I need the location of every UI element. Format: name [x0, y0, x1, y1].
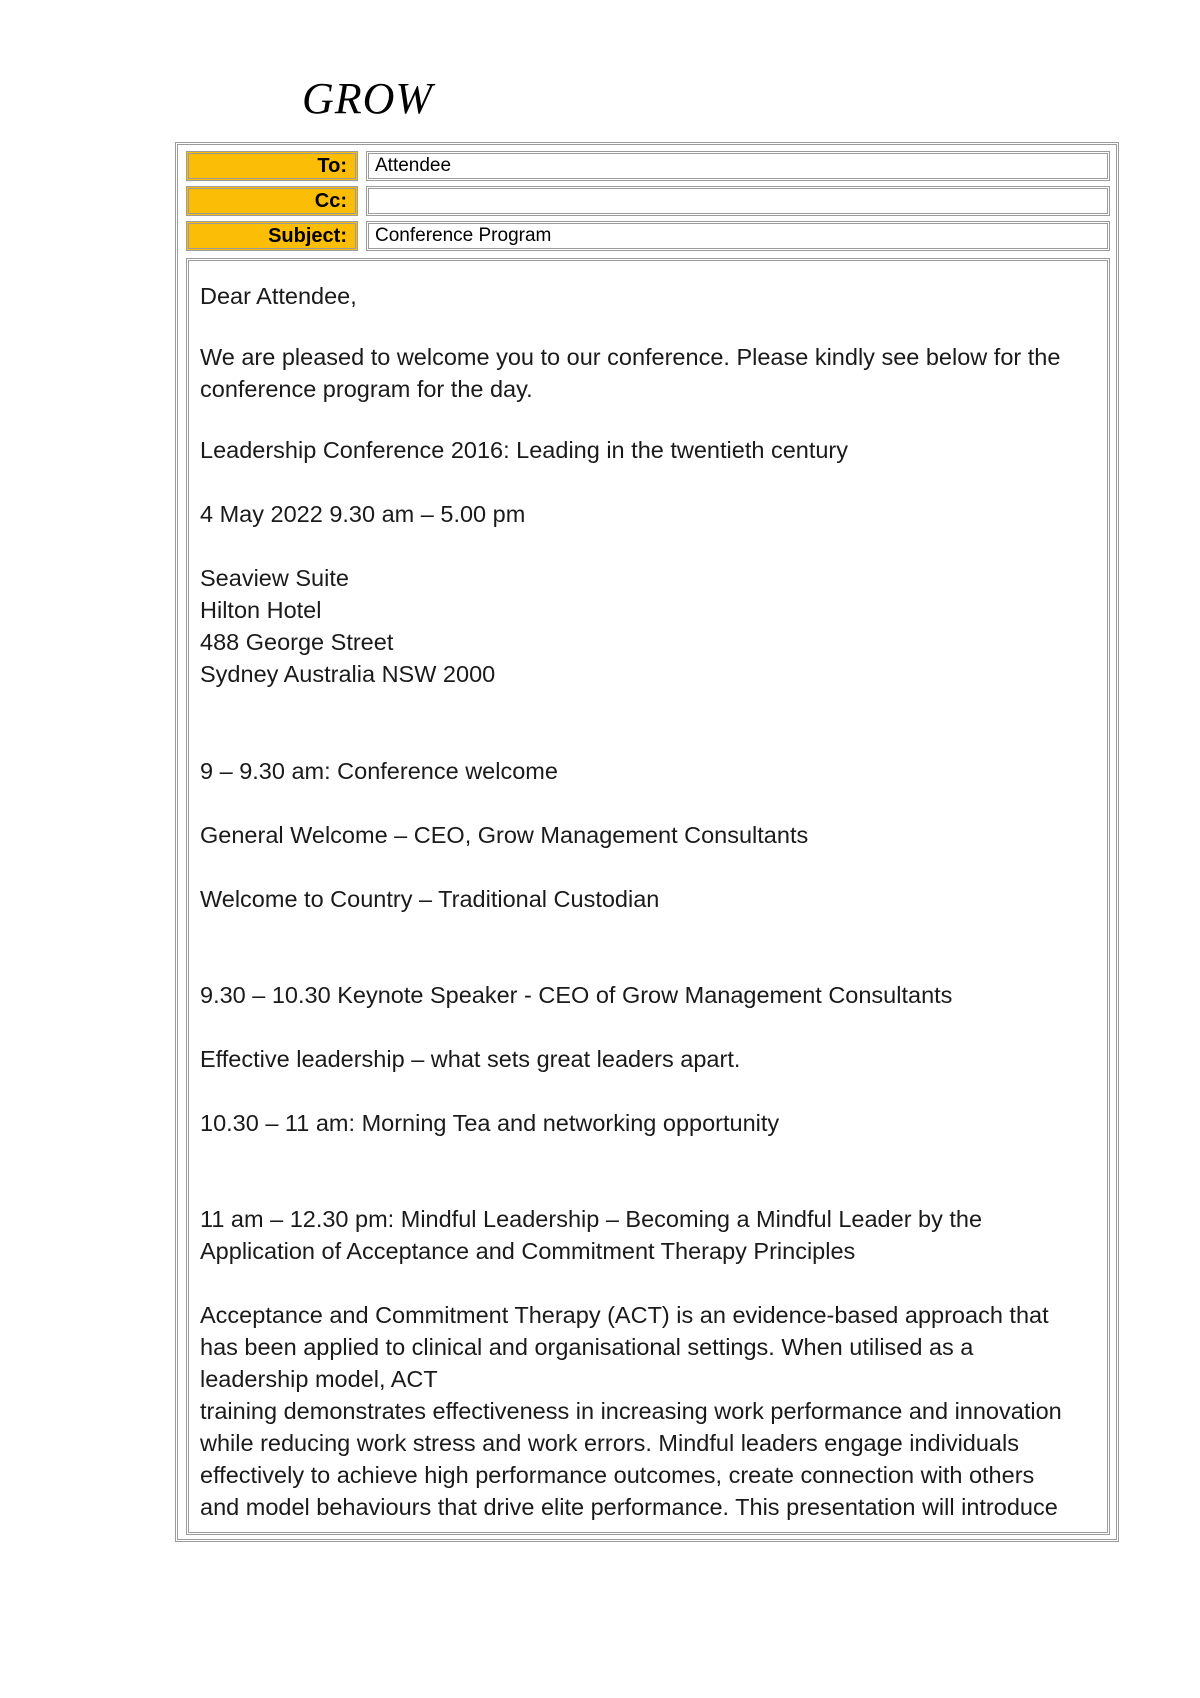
email-body[interactable] [186, 258, 1110, 1535]
cc-label: Cc: [186, 186, 358, 216]
act-line-2: has been applied to clinical and organisational settings. When utilised as a [200, 1334, 974, 1360]
venue-line-3: 488 George Street [200, 629, 394, 655]
intro-line-2: conference program for the day. [200, 376, 533, 402]
grow-logo: GROW [302, 74, 434, 123]
act-line-5: while reducing work stress and work errors. Mindful leaders engage individuals [200, 1430, 1019, 1456]
conference-title: Leadership Conference 2016: Leading in the twentieth century [200, 437, 849, 463]
cc-field[interactable] [366, 186, 1110, 216]
act-line-6: effectively to achieve high performance outcomes, create connection with others [200, 1462, 1035, 1488]
subject-field[interactable]: Conference Program [366, 221, 1110, 251]
subject-label: Subject: [186, 221, 358, 251]
to-field[interactable]: Attendee [366, 151, 1110, 181]
session-1-item-2: Welcome to Country – Traditional Custodian [200, 886, 660, 912]
session-1-item-1: General Welcome – CEO, Grow Management Consultants [200, 822, 809, 848]
act-line-4: training demonstrates effectiveness in increasing work performance and innovation [200, 1398, 1062, 1424]
greeting: Dear Attendee, [200, 283, 357, 309]
session-4-line-1: 11 am – 12.30 pm: Mindful Leadership – Becoming a Mindful Leader by the [200, 1206, 983, 1232]
venue-line-2: Hilton Hotel [200, 597, 322, 623]
act-line-1: Acceptance and Commitment Therapy (ACT) is an evidence-based approach that [200, 1302, 1049, 1328]
session-1-time: 9 – 9.30 am: Conference welcome [200, 758, 558, 784]
to-label: To: [186, 151, 358, 181]
session-3-time: 10.30 – 11 am: Morning Tea and networking opportunity [200, 1110, 780, 1136]
session-4-line-2: Application of Acceptance and Commitment Therapy Principles [200, 1238, 856, 1264]
act-line-3: leadership model, ACT [200, 1366, 438, 1392]
session-2-desc: Effective leadership – what sets great leaders apart. [200, 1046, 741, 1072]
email-frame [175, 142, 1119, 1542]
venue-line-4: Sydney Australia NSW 2000 [200, 661, 496, 687]
intro-line-1: We are pleased to welcome you to our conference. Please kindly see below for the [200, 344, 1061, 370]
act-line-7: and model behaviours that drive elite performance. This presentation will introduce [200, 1494, 1058, 1520]
venue-line-1: Seaview Suite [200, 565, 349, 591]
date-time: 4 May 2022 9.30 am – 5.00 pm [200, 501, 526, 527]
session-2-time: 9.30 – 10.30 Keynote Speaker - CEO of Grow Management Consultants [200, 982, 953, 1008]
